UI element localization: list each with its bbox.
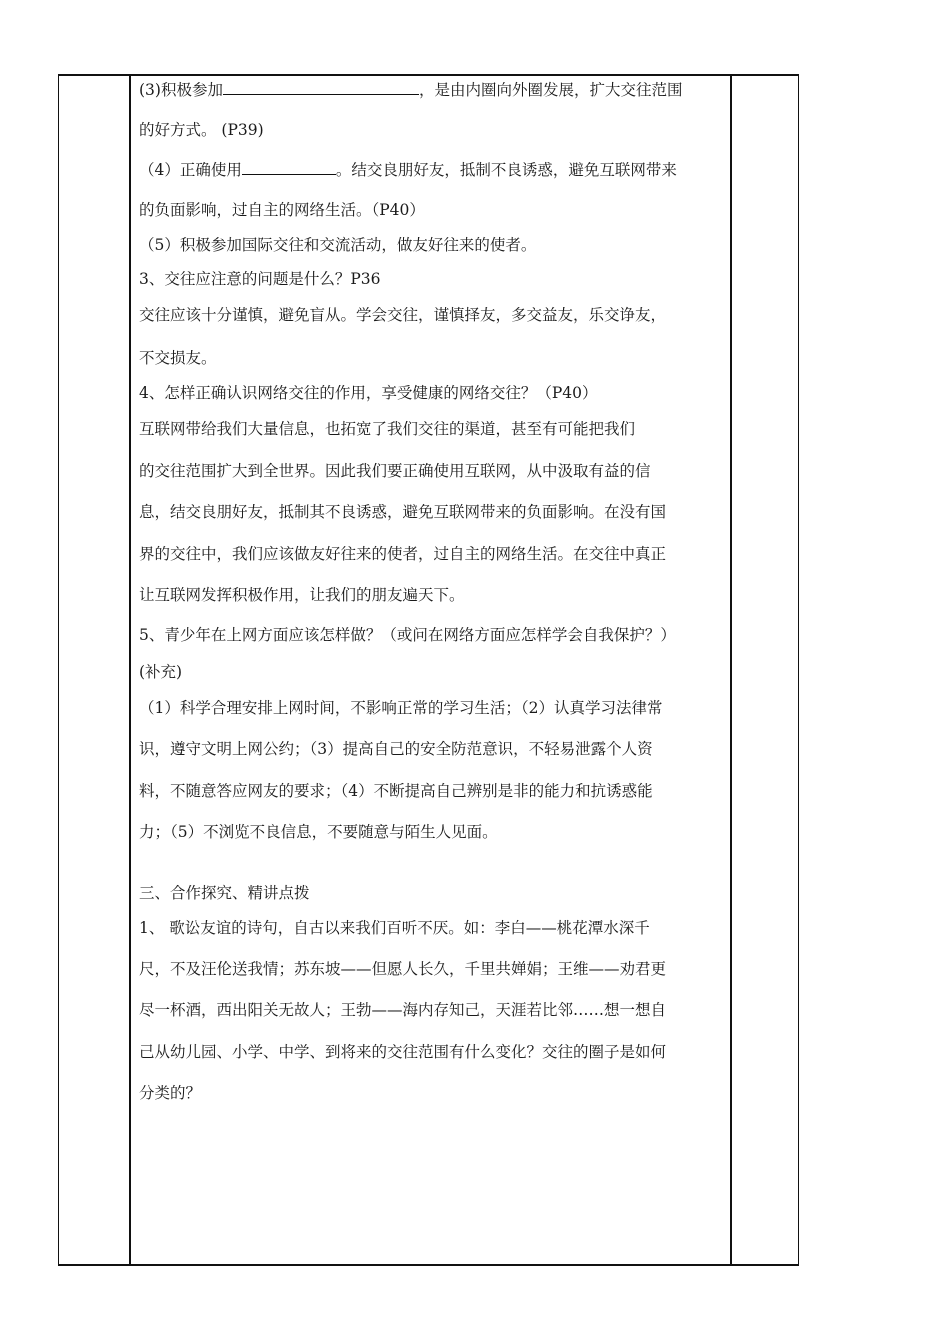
column-divider-right (730, 74, 732, 1266)
line-text-post: ，是由内圈向外圈发展，扩大交往范围 (418, 81, 683, 99)
text-line: 让互联网发挥积极作用，让我们的朋友遍天下。 (139, 586, 465, 604)
text-line: 尺，不及汪伦送我情；苏东坡——但愿人长久，千里共婵娟；王维——劝君更 (139, 960, 667, 978)
line-text-pre: (3)积极参加 (139, 81, 223, 99)
section-heading: 三、合作探究、精讲点拨 (139, 884, 310, 902)
line-text-pre: （4）正确使用 (139, 161, 242, 179)
text-line: （5）积极参加国际交往和交流活动，做友好往来的使者。 (139, 236, 537, 254)
text-line: 的交往范围扩大到全世界。因此我们要正确使用互联网，从中汲取有益的信 (139, 462, 651, 480)
text-line: 5、青少年在上网方面应该怎样做？（或问在网络方面应怎样学会自我保护？） (139, 626, 676, 644)
text-line: 1、 歌讼友谊的诗句，自古以来我们百听不厌。如：李白——桃花潭水深千 (139, 919, 650, 937)
text-line: (补充) (139, 663, 183, 681)
text-line: （1）科学合理安排上网时间，不影响正常的学习生活；（2）认真学习法律常 (139, 699, 663, 717)
column-divider-left (129, 74, 131, 1266)
text-line (139, 158, 677, 181)
text-line: 互联网带给我们大量信息，也拓宽了我们交往的渠道，甚至有可能把我们 (139, 420, 636, 438)
fill-blank (242, 158, 336, 175)
text-line: 的负面影响，过自主的网络生活。（P40） (139, 201, 425, 219)
text-line: 尽一杯酒，西出阳关无故人；王勃——海内存知己，天涯若比邻……想一想自 (139, 1001, 667, 1019)
line-text-post: 。结交良朋好友，抵制不良诱惑，避免互联网带来 (335, 161, 677, 179)
text-line: 交往应该十分谨慎，避免盲从。学会交往，谨慎择友，多交益友，乐交诤友， (139, 306, 667, 324)
text-line: 息，结交良朋好友，抵制其不良诱惑，避免互联网带来的负面影响。在没有国 (139, 503, 667, 521)
fill-blank (223, 78, 419, 95)
text-line: 力；（5）不浏览不良信息，不要随意与陌生人见面。 (139, 823, 498, 841)
text-line: 界的交往中，我们应该做友好往来的使者，过自主的网络生活。在交往中真正 (139, 545, 667, 563)
text-line: 识，遵守文明上网公约；（3）提高自己的安全防范意识，不轻易泄露个人资 (139, 740, 653, 758)
text-line: 4、怎样正确认识网络交往的作用，享受健康的网络交往？（P40） (139, 384, 598, 402)
text-line: 不交损友。 (139, 349, 217, 367)
text-line (139, 78, 682, 101)
text-line: 3、交往应注意的问题是什么？P36 (139, 270, 381, 288)
text-line: 分类的？ (139, 1084, 202, 1102)
text-line: 己从幼儿园、小学、中学、到将来的交往范围有什么变化？交往的圈子是如何 (139, 1043, 667, 1061)
text-line: 料，不随意答应网友的要求；（4）不断提高自己辨别是非的能力和抗诱惑能 (139, 782, 653, 800)
text-line: 的好方式。 (P39) (139, 121, 264, 139)
